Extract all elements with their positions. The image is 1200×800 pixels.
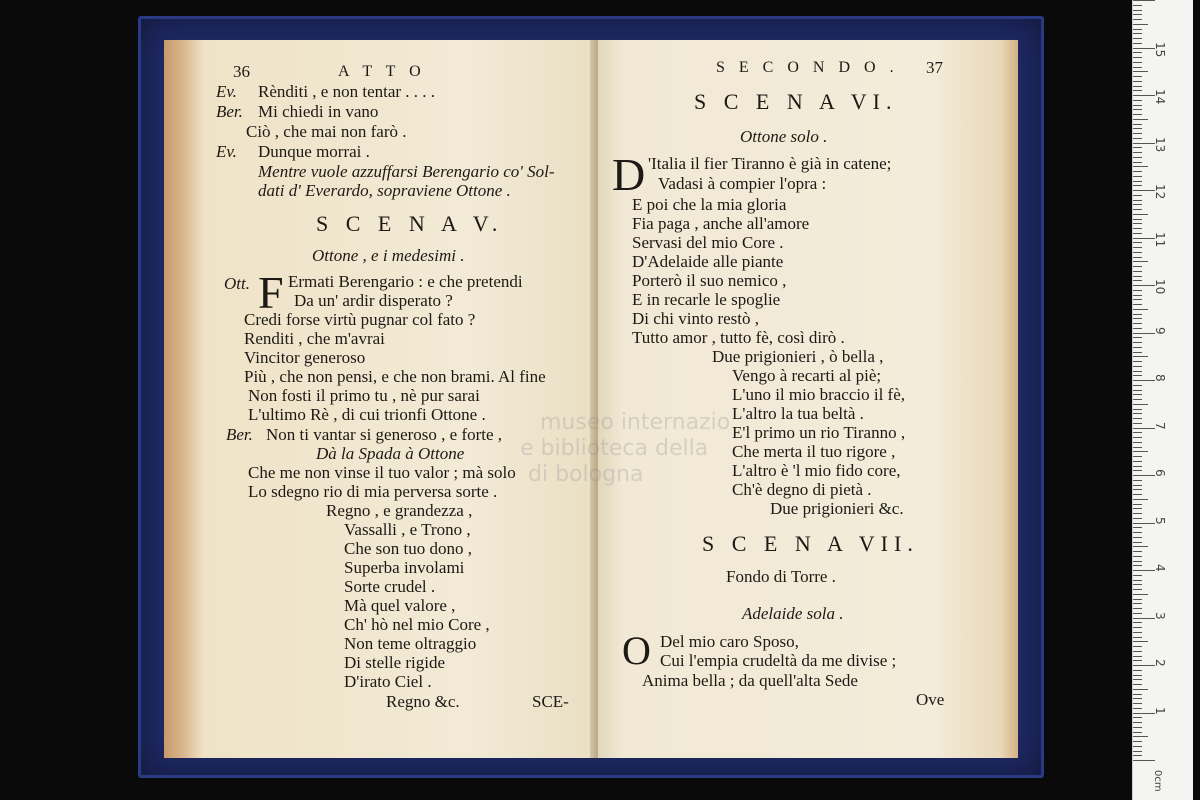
ruler-number: 2 (1153, 659, 1167, 667)
verse-line: Di chi vinto restò , (632, 309, 760, 328)
ruler-tick (1133, 328, 1142, 329)
drop-cap: F (258, 267, 284, 318)
verse-line: Vassalli , e Trono , (344, 520, 471, 539)
ruler-tick (1133, 565, 1142, 566)
ruler-tick (1133, 100, 1142, 101)
ruler-tick (1133, 219, 1142, 220)
scene-subtitle: Adelaide sola . (742, 604, 844, 623)
scene-subtitle: Ottone solo . (740, 127, 828, 146)
ruler-tick (1133, 171, 1142, 172)
speaker-label: Ber. (226, 425, 253, 444)
ruler-number: 7 (1153, 421, 1167, 430)
verse-line: Mà quel valore , (344, 596, 456, 615)
ruler-tick (1133, 641, 1148, 642)
page-number-left: 36 (233, 62, 250, 81)
ruler-tick (1133, 204, 1142, 205)
ruler-tick (1133, 708, 1142, 709)
stage-direction: Mentre vuole azzuffarsi Berengario co' Sol- (258, 162, 555, 181)
ruler-tick (1133, 632, 1142, 633)
verse-line: L'ultimo Rè , di cui trionfi Ottone . (248, 405, 486, 424)
ruler-tick (1133, 333, 1155, 334)
ruler-tick (1133, 732, 1142, 733)
ruler-tick (1133, 399, 1142, 400)
ruler-tick (1133, 689, 1148, 690)
ruler-tick (1133, 618, 1155, 619)
ruler-tick (1133, 727, 1142, 728)
ruler-tick (1133, 561, 1142, 562)
ruler-number: 11 (1153, 231, 1167, 247)
ruler-tick (1133, 337, 1142, 338)
ruler-tick (1133, 637, 1142, 638)
ruler-tick (1133, 109, 1142, 110)
verse-line: Anima bella ; da quell'alta Sede (642, 671, 858, 690)
ruler-tick (1133, 394, 1142, 395)
ruler-tick (1133, 746, 1142, 747)
scene-subtitle: Ottone , e i medesimi . (312, 246, 465, 265)
verse-line: Che me non vinse il tuo valor ; mà solo (248, 463, 516, 482)
running-head-left: A T T O (338, 63, 426, 80)
verse-line: E'l primo un rio Tiranno , (732, 423, 906, 442)
ruler-tick (1133, 299, 1142, 300)
catchword: Ove (916, 690, 945, 709)
ruler-tick (1133, 518, 1142, 519)
ruler-tick (1133, 228, 1142, 229)
ruler-tick (1133, 542, 1142, 543)
ruler-tick (1133, 371, 1142, 372)
ruler-tick (1133, 190, 1155, 191)
ruler-number: 4 (1153, 564, 1167, 572)
ruler-tick (1133, 736, 1148, 737)
ruler-number: 15 (1153, 41, 1167, 57)
ruler-tick (1133, 413, 1142, 414)
ruler-tick (1133, 589, 1142, 590)
verse-line: D'Adelaide alle piante (632, 252, 784, 271)
ruler-tick (1133, 43, 1142, 44)
ruler-tick (1133, 143, 1155, 144)
ruler-tick (1133, 679, 1142, 680)
ruler-tick (1133, 670, 1142, 671)
ruler-tick (1133, 29, 1142, 30)
ruler-tick (1133, 200, 1142, 201)
ruler-tick (1133, 717, 1142, 718)
ruler-tick (1133, 157, 1142, 158)
verse-line: L'altro la tua beltà . (732, 404, 864, 423)
ruler-tick (1133, 656, 1142, 657)
ruler-tick (1133, 575, 1142, 576)
page-number-right: 37 (926, 58, 943, 77)
ruler-tick (1133, 675, 1142, 676)
ruler-tick (1133, 485, 1142, 486)
ruler-tick (1133, 195, 1142, 196)
ruler-number: 5 (1153, 516, 1167, 525)
ruler-tick (1133, 466, 1142, 467)
ruler-tick (1133, 418, 1142, 419)
ruler-tick (1133, 5, 1142, 6)
ruler-number: 12 (1153, 184, 1167, 200)
verse-line: Più , che non pensi, e che non brami. Al fine (244, 367, 546, 386)
ruler-tick (1133, 67, 1142, 68)
ruler-number: 3 (1153, 611, 1167, 620)
ruler-tick (1133, 33, 1142, 34)
ruler-tick (1133, 304, 1142, 305)
ruler-tick (1133, 703, 1142, 704)
ruler-tick (1133, 257, 1142, 258)
verse-line: L'uno il mio braccio il fè, (732, 385, 906, 404)
ruler-tick (1133, 375, 1142, 376)
verse-line: Cui l'empia crudeltà da me divise ; (660, 651, 897, 670)
ruler-tick (1133, 176, 1142, 177)
ruler-number: 14 (1153, 89, 1167, 105)
verse-line: Fia paga , anche all'amore (632, 214, 810, 233)
verse-line: Ciò , che mai non farò . (246, 122, 407, 141)
verse-line: E in recarle le spoglie (632, 290, 781, 309)
verse-line: Vincitor generoso (244, 348, 366, 367)
ruler-tick (1133, 442, 1142, 443)
ruler-tick (1133, 470, 1142, 471)
ruler-tick (1133, 19, 1142, 20)
ruler-tick (1133, 684, 1142, 685)
ruler-tick (1133, 546, 1148, 547)
ruler-tick (1133, 285, 1155, 286)
ruler-tick (1133, 318, 1142, 319)
ruler-tick (1133, 741, 1142, 742)
ruler-tick (1133, 261, 1148, 262)
ruler-tick (1133, 423, 1142, 424)
ruler-tick (1133, 608, 1142, 609)
ruler-tick (1133, 314, 1142, 315)
ruler-tick (1133, 361, 1142, 362)
drop-cap: D (612, 149, 646, 200)
watermark-line: e biblioteca della (520, 436, 709, 461)
ruler-tick (1133, 133, 1142, 134)
verse-line: L'altro è 'l mio fido core, (732, 461, 901, 480)
ruler-tick (1133, 352, 1142, 353)
ruler-tick (1133, 280, 1142, 281)
verse-line: Non teme oltraggio (344, 634, 477, 653)
ruler-tick (1133, 760, 1155, 761)
ruler-tick (1133, 651, 1142, 652)
ruler-tick (1133, 556, 1142, 557)
speaker-label: Ev. (216, 82, 237, 101)
ruler-tick (1133, 24, 1148, 25)
watermark-line: museo internazio (540, 410, 731, 435)
catchword: SCE- (532, 692, 569, 711)
ruler-number: 6 (1153, 469, 1167, 477)
ruler-tick (1133, 660, 1142, 661)
verse-line: Credi forse virtù pugnar col fato ? (244, 310, 476, 329)
ruler-tick (1133, 242, 1142, 243)
ruler-tick (1133, 613, 1142, 614)
verse-line: E poi che la mia gloria (632, 195, 787, 214)
ruler-tick (1133, 504, 1142, 505)
stage-direction: dati d' Everardo, sopraviene Ottone . (258, 181, 511, 200)
ruler-tick (1133, 594, 1148, 595)
scene-title: S C E N A VI. (694, 89, 898, 114)
ruler-tick (1133, 480, 1142, 481)
ruler-tick (1133, 38, 1142, 39)
ruler-tick (1133, 105, 1142, 106)
verse-line: Del mio caro Sposo, (660, 632, 799, 651)
verse-line: Lo sdegno rio di mia perversa sorte . (248, 482, 498, 501)
ruler-tick (1133, 694, 1142, 695)
ruler-tick (1133, 181, 1142, 182)
ruler-tick (1133, 755, 1142, 756)
ruler-tick (1133, 124, 1142, 125)
ruler-tick (1133, 409, 1142, 410)
ruler-tick (1133, 10, 1142, 11)
ruler-tick (1133, 428, 1155, 429)
speaker-label: Ev. (216, 142, 237, 161)
ruler-tick (1133, 309, 1148, 310)
speaker-label: Ber. (216, 102, 243, 121)
ruler-tick (1133, 447, 1142, 448)
verse-line: Dunque morrai . (258, 142, 370, 161)
ruler-tick (1133, 138, 1142, 139)
ruler-tick (1133, 451, 1148, 452)
ruler-number: 8 (1153, 374, 1167, 382)
ruler-tick (1133, 128, 1142, 129)
ruler-tick (1133, 119, 1148, 120)
ruler-number: 1 (1153, 706, 1167, 715)
ruler-tick (1133, 266, 1142, 267)
ruler-tick (1133, 475, 1155, 476)
verse-line: Non fosti il primo tu , nè pur sarai (248, 386, 480, 405)
ruler-tick (1133, 456, 1142, 457)
ruler-tick (1133, 247, 1142, 248)
ruler-tick (1133, 81, 1142, 82)
ruler-tick (1133, 551, 1142, 552)
ruler-tick (1133, 380, 1155, 381)
scene-title: S C E N A V. (316, 211, 504, 236)
verse-line: Renditi , che m'avrai (244, 329, 385, 348)
ruler-tick (1133, 622, 1142, 623)
watermark-line: di bologna (528, 462, 644, 487)
running-head-right: S E C O N D O . (716, 59, 899, 76)
ruler-tick (1133, 523, 1155, 524)
verse-line: Vadasi à compier l'opra : (658, 174, 827, 193)
ruler-tick (1133, 57, 1142, 58)
verse-line: Due prigionieri , ò bella , (712, 347, 884, 366)
ruler-tick (1133, 432, 1142, 433)
verse-line: Che son tuo dono , (344, 539, 472, 558)
ruler-tick (1133, 90, 1142, 91)
verse-line: D'irato Ciel . (344, 672, 432, 691)
ruler-tick (1133, 147, 1142, 148)
ruler-tick (1133, 537, 1142, 538)
verse-line: Tutto amor , tutto fè, così dirò . (632, 328, 845, 347)
ruler-tick (1133, 323, 1142, 324)
ruler-tick (1133, 166, 1148, 167)
verse-line: Sorte crudel . (344, 577, 436, 596)
ruler-tick (1133, 347, 1142, 348)
ruler-tick (1133, 52, 1142, 53)
verse-line: Due prigionieri &c. (770, 499, 904, 518)
ruler-tick (1133, 342, 1142, 343)
ruler-tick (1133, 603, 1142, 604)
speaker-label: Ott. (224, 274, 250, 293)
measurement-ruler (1132, 0, 1193, 800)
ruler-tick (1133, 152, 1142, 153)
ruler-tick (1133, 95, 1155, 96)
ruler-tick (1133, 489, 1142, 490)
ruler-tick (1133, 580, 1142, 581)
ruler-tick (1133, 646, 1142, 647)
ruler-number: 9 (1153, 326, 1167, 335)
ruler-tick (1133, 751, 1142, 752)
verse-line: Rènditi , e non tentar . . . . (258, 82, 436, 101)
ruler-tick (1133, 508, 1142, 509)
ruler-unit-label: 0cm (1152, 770, 1163, 792)
ruler-tick (1133, 698, 1142, 699)
verse-line: Porterò il suo nemico , (632, 271, 787, 290)
ruler-tick (1133, 252, 1142, 253)
verse-line: Regno &c. (386, 692, 460, 711)
verse-line: 'Italia il fier Tiranno è già in catene; (648, 154, 892, 173)
ruler-tick (1133, 76, 1142, 77)
ruler-tick (1133, 627, 1142, 628)
ruler-tick (1133, 214, 1148, 215)
ruler-tick (1133, 722, 1142, 723)
scene-place: Fondo di Torre . (726, 567, 836, 586)
ruler-tick (1133, 390, 1142, 391)
ruler-tick (1133, 271, 1142, 272)
ruler-tick (1133, 532, 1142, 533)
ruler-tick (1133, 404, 1148, 405)
ruler-tick (1133, 86, 1142, 87)
verse-line: Ermati Berengario : e che pretendi (288, 272, 523, 291)
ruler-tick (1133, 494, 1142, 495)
stage-direction: Dà la Spada à Ottone (316, 444, 465, 463)
ruler-tick (1133, 366, 1142, 367)
ruler-tick (1133, 295, 1142, 296)
ruler-tick (1133, 570, 1155, 571)
ruler-tick (1133, 499, 1148, 500)
ruler-tick (1133, 223, 1142, 224)
ruler-tick (1133, 527, 1142, 528)
verse-line: Vengo à recarti al piè; (732, 366, 882, 385)
verse-line: Superba involami (344, 558, 465, 577)
ruler-tick (1133, 290, 1142, 291)
ruler-tick (1133, 0, 1155, 1)
ruler-tick (1133, 599, 1142, 600)
ruler-tick (1133, 513, 1142, 514)
ruler-tick (1133, 276, 1142, 277)
ruler-tick (1133, 385, 1142, 386)
ruler-tick (1133, 665, 1155, 666)
drop-cap: O (622, 628, 651, 673)
ruler-tick (1133, 48, 1155, 49)
verse-line: Da un' ardir disperato ? (294, 291, 453, 310)
ruler-tick (1133, 71, 1148, 72)
verse-line: Ch'è degno di pietà . (732, 480, 872, 499)
verse-line: Che merta il tuo rigore , (732, 442, 896, 461)
ruler-number: 10 (1153, 279, 1167, 295)
verse-line: Di stelle rigide (344, 653, 446, 672)
verse-line: Regno , e grandezza , (326, 501, 473, 520)
ruler-tick (1133, 356, 1148, 357)
ruler-tick (1133, 437, 1142, 438)
ruler-tick (1133, 233, 1142, 234)
ruler-tick (1133, 162, 1142, 163)
ruler-tick (1133, 209, 1142, 210)
ruler-tick (1133, 238, 1155, 239)
ruler-tick (1133, 114, 1142, 115)
ruler-tick (1133, 713, 1155, 714)
verse-line: Non ti vantar si generoso , e forte , (266, 425, 503, 444)
ruler-tick (1133, 14, 1142, 15)
ruler-tick (1133, 185, 1142, 186)
ruler-number: 13 (1153, 136, 1167, 152)
ruler-tick (1133, 62, 1142, 63)
verse-line: Servasi del mio Core . (632, 233, 784, 252)
ruler-tick (1133, 584, 1142, 585)
scene-title: S C E N A VII. (702, 531, 919, 556)
ruler-tick (1133, 461, 1142, 462)
verse-line: Ch' hò nel mio Core , (344, 615, 490, 634)
verse-line: Mi chiedi in vano (258, 102, 379, 121)
